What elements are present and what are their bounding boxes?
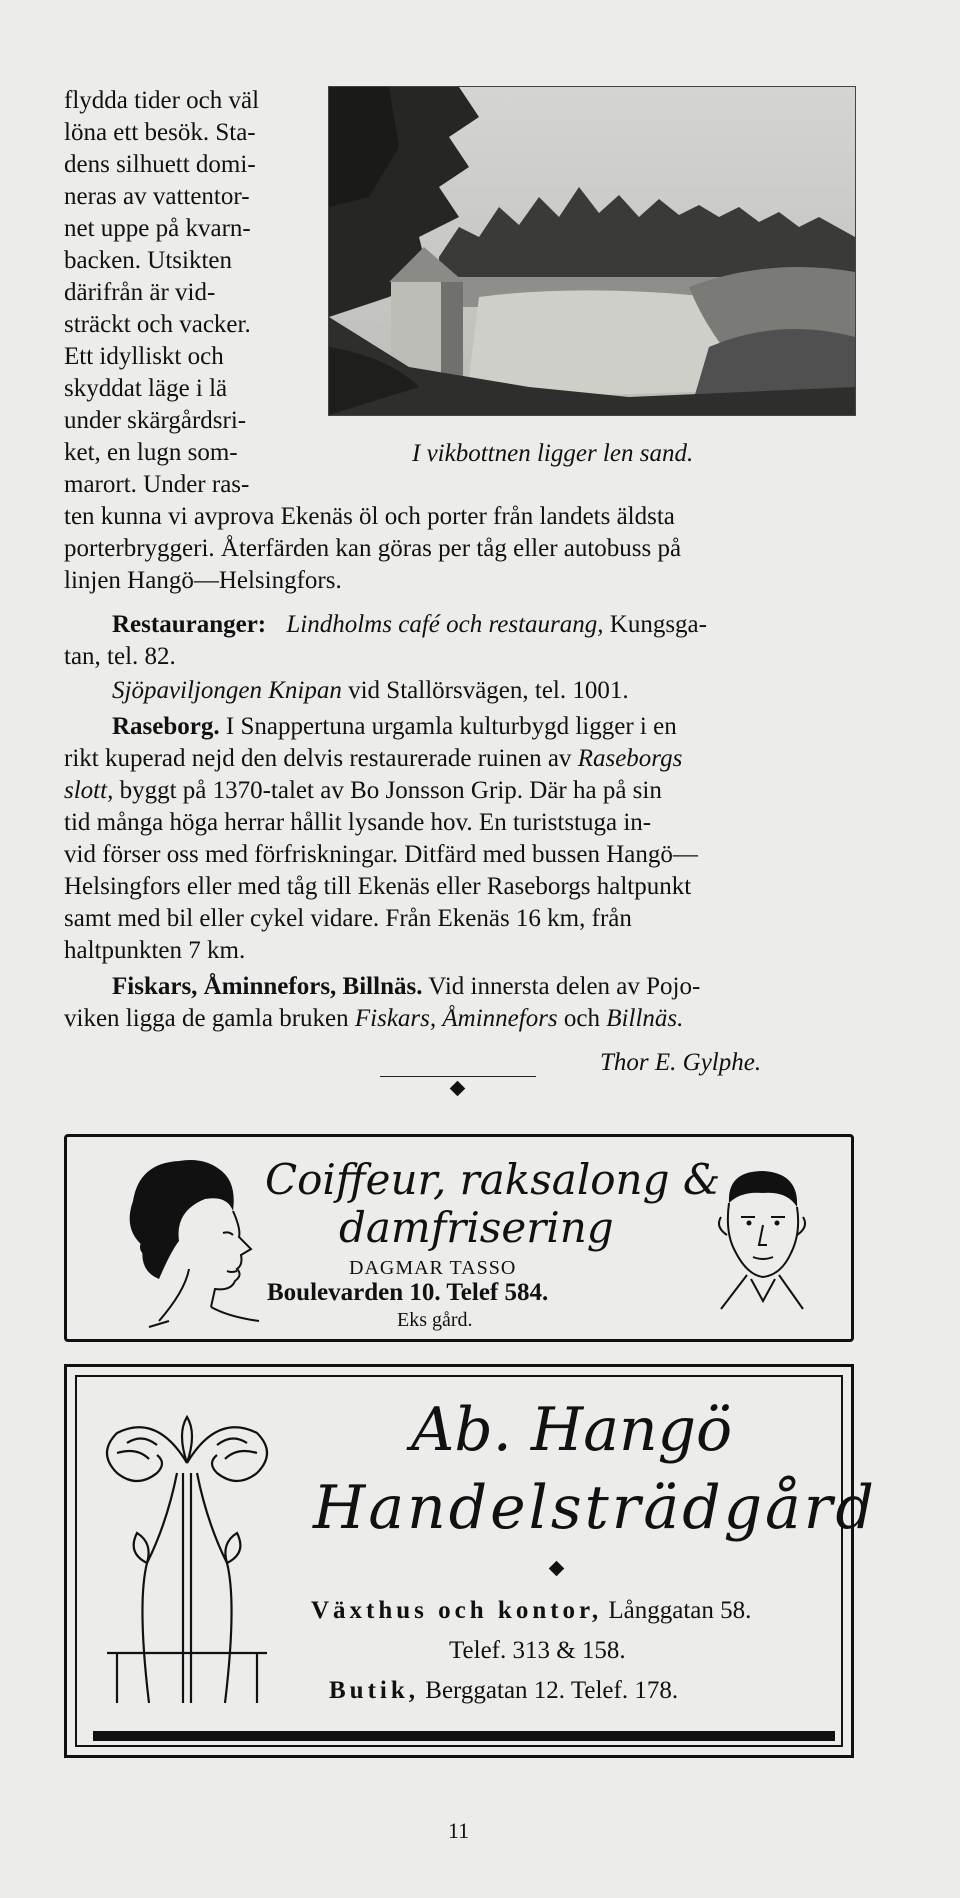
intro-line: sträckt och vacker.: [64, 311, 251, 338]
diamond-ornament-icon: [450, 1081, 466, 1097]
intro-line: därifrån är vid-: [64, 279, 216, 306]
restaurants-label: Restauranger:: [112, 611, 267, 638]
ad-coiffeur-building: Eks gård.: [397, 1309, 473, 1331]
fiskars-line: [64, 1004, 683, 1034]
raseborg-line: samt med bil eller cykel vidare. Från Ekenäs 16 km, från: [64, 905, 632, 932]
photo-caption: I vikbottnen ligger len sand.: [412, 440, 694, 467]
fiskars-heading: Fiskars, Åminnefors, Billnäs.: [112, 973, 423, 1000]
raseborg-line: tid många höga herrar hållit lysande hov. En turiststuga in-: [64, 809, 652, 836]
raseborg-line: [64, 776, 662, 806]
intro-line: net uppe på kvarn-: [64, 215, 251, 242]
raseborg-line: haltpunkten 7 km.: [64, 937, 246, 964]
woman-profile-icon: [119, 1151, 269, 1331]
pavilion-name: Sjöpaviljongen Knipan: [112, 677, 342, 704]
raseborg-line: Helsingfors eller med tåg till Ekenäs eller Raseborgs haltpunkt: [64, 873, 692, 900]
raseborg-line: [64, 744, 682, 774]
art-nouveau-flower-icon: [97, 1403, 277, 1703]
pavilion-address: vid Stallörsvägen, tel. 1001.: [348, 677, 629, 704]
ad-garden-office-label: Växthus och kontor,: [311, 1597, 603, 1624]
beach-photo: [328, 86, 856, 416]
ad-garden-phone: Telef. 313 & 158.: [449, 1637, 626, 1664]
restaurants-line: [112, 610, 707, 640]
ad-garden-shop-address: Berggatan 12. Telef. 178.: [425, 1677, 679, 1704]
intro-line: skyddat läge i lä: [64, 375, 228, 402]
body-line: linjen Hangö—Helsingfors.: [64, 567, 342, 594]
author-signature: Thor E. Gylphe.: [600, 1049, 762, 1076]
ad-garden: [64, 1364, 877, 1758]
fiskars-text: viken ligga de gamla bruken: [64, 1005, 349, 1032]
fiskars-text: Vid innersta delen av Pojo-: [428, 973, 701, 1000]
fiskars-text: och: [563, 1005, 601, 1032]
intro-line: marort. Under ras-: [64, 471, 250, 498]
ad-coiffeur-address: Boulevarden 10. Telef 584.: [267, 1279, 549, 1306]
fiskars-place: Billnäs.: [606, 1005, 684, 1032]
man-portrait-icon: [707, 1163, 817, 1313]
restaurant-name: Lindholms café och restaurang,: [286, 611, 604, 638]
intro-line: dens silhuett domi-: [64, 151, 256, 178]
fiskars-place: Fiskars, Åminnefors: [354, 1005, 558, 1032]
ad-coiffeur-title: damfrisering: [339, 1203, 614, 1252]
ad-garden-title: Ab. Hangö: [411, 1395, 733, 1465]
raseborg-heading: Raseborg.: [112, 713, 220, 740]
restaurants-line: tan, tel. 82.: [64, 643, 176, 670]
restaurants-line: [112, 676, 629, 706]
intro-line: backen. Utsikten: [64, 247, 233, 274]
raseborg-castle: slott,: [64, 777, 114, 804]
body-line: ten kunna vi avprova Ekenäs öl och porter från landets äldsta: [64, 503, 675, 530]
ad-garden-bottom-bar: [93, 1731, 835, 1741]
ad-garden-shop-label: Butik,: [329, 1677, 420, 1704]
raseborg-text: I Snappertuna urgamla kulturbygd ligger i en: [225, 713, 677, 740]
fiskars-line: [112, 972, 700, 1002]
raseborg-text: rikt kuperad nejd den delvis restaurerade ruinen av: [64, 745, 572, 772]
raseborg-line: [112, 712, 677, 742]
raseborg-castle: Raseborgs: [577, 745, 683, 772]
intro-line: ket, en lugn som-: [64, 439, 238, 466]
ad-garden-shop-line: [329, 1677, 678, 1705]
raseborg-line: vid förser oss med förfriskningar. Ditfärd med bussen Hangö—: [64, 841, 698, 868]
raseborg-text: byggt på 1370-talet av Bo Jonsson Grip. Där ha på sin: [119, 777, 662, 804]
intro-line: neras av vattentor-: [64, 183, 250, 210]
ad-garden-office-address: Långgatan 58.: [608, 1597, 752, 1624]
body-line: porterbryggeri. Återfärden kan göras per tåg eller autobuss på: [64, 535, 682, 562]
intro-line: Ett idylliskt och: [64, 343, 224, 370]
page-number: 11: [448, 1818, 470, 1843]
intro-line: flydda tider och väl: [64, 87, 260, 114]
restaurant-address: Kungsga-: [609, 611, 707, 638]
ad-garden-office-line: [311, 1597, 751, 1625]
ad-coiffeur: [64, 1134, 854, 1342]
ad-coiffeur-title: Coiffeur, raksalong &: [265, 1155, 721, 1204]
ad-garden-title: Handelsträdgård: [313, 1473, 877, 1543]
ad-coiffeur-owner: DAGMAR TASSO: [349, 1257, 517, 1279]
separator-line: [380, 1076, 536, 1077]
intro-line: under skärgårdsri-: [64, 407, 247, 434]
intro-line: löna ett besök. Sta-: [64, 119, 256, 146]
